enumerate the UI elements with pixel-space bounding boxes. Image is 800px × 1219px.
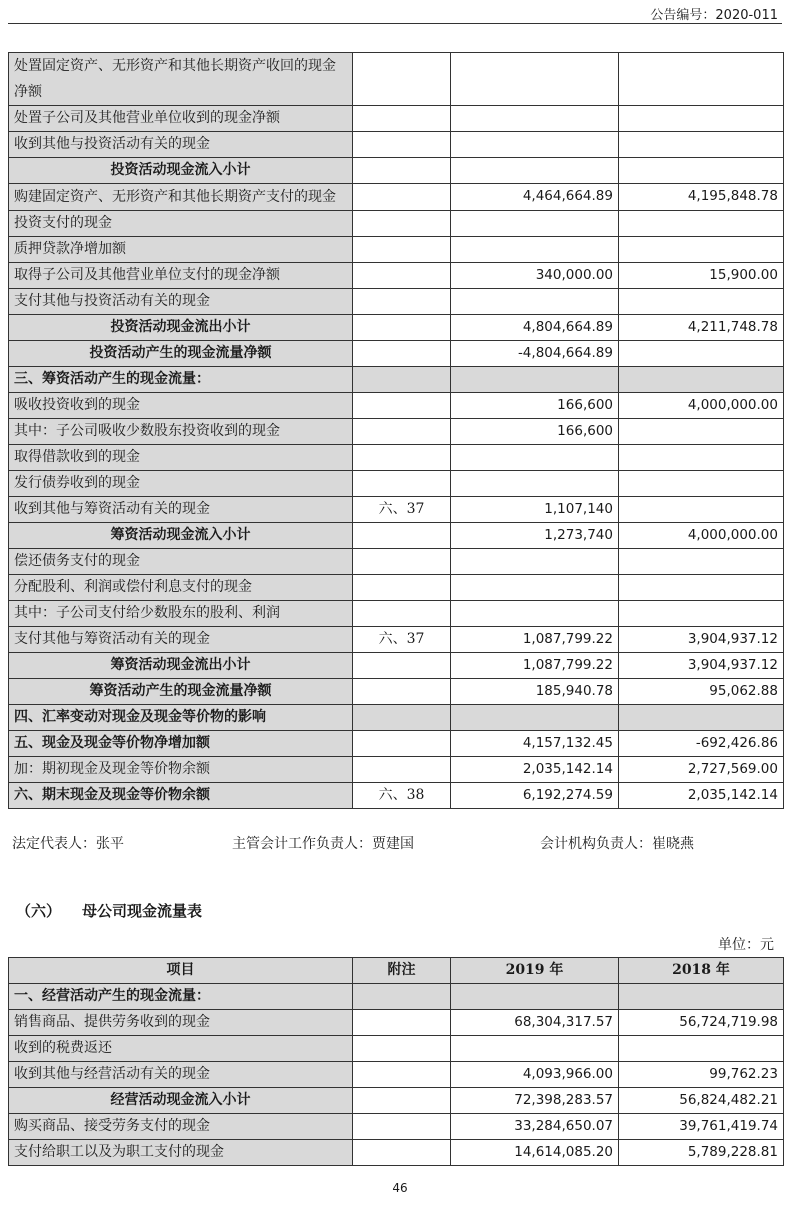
row-item: 支付给职工以及为职工支付的现金 [9, 1140, 353, 1166]
row-value-2019: 185,940.78 [451, 679, 619, 705]
row-value-2019: 1,273,740 [451, 523, 619, 549]
row-value-2018 [619, 549, 784, 575]
row-item: 筹资活动产生的现金流量净额 [9, 679, 353, 705]
table-row [9, 549, 784, 575]
row-value-2019: 1,087,799.22 [451, 627, 619, 653]
row-note [353, 1114, 451, 1140]
row-note [353, 1036, 451, 1062]
row-note [353, 1010, 451, 1036]
row-item: 取得借款收到的现金 [9, 445, 353, 471]
header-2019: 2019 年 [451, 958, 619, 984]
header-2018: 2018 年 [619, 958, 784, 984]
row-note [353, 1088, 451, 1114]
row-value-2019 [451, 132, 619, 158]
table-row [9, 783, 784, 809]
row-value-2018: 5,789,228.81 [619, 1140, 784, 1166]
row-value-2018 [619, 1036, 784, 1062]
table-row [9, 289, 784, 315]
table-row [9, 731, 784, 757]
row-value-2018: 3,904,937.12 [619, 627, 784, 653]
row-item: 收到其他与经营活动有关的现金 [9, 1062, 353, 1088]
table-row [9, 393, 784, 419]
row-value-2018 [619, 158, 784, 184]
row-note [353, 341, 451, 367]
row-value-2018: 2,035,142.14 [619, 783, 784, 809]
row-value-2018: 4,000,000.00 [619, 393, 784, 419]
row-item: 四、汇率变动对现金及现金等价物的影响 [9, 705, 353, 731]
row-value-2018 [619, 237, 784, 263]
row-item: 购建固定资产、无形资产和其他长期资产支付的现金 [9, 184, 353, 211]
row-note [353, 653, 451, 679]
row-item: 支付其他与投资活动有关的现金 [9, 289, 353, 315]
row-value-2019 [451, 53, 619, 106]
row-value-2019 [451, 237, 619, 263]
table-row [9, 1010, 784, 1036]
table-row [9, 1062, 784, 1088]
row-note [353, 53, 451, 106]
table-row [9, 627, 784, 653]
table-header-row [9, 958, 784, 984]
row-value-2018 [619, 471, 784, 497]
row-item: 经营活动现金流入小计 [9, 1088, 353, 1114]
row-value-2019: 68,304,317.57 [451, 1010, 619, 1036]
row-value-2019 [451, 289, 619, 315]
row-item: 收到其他与投资活动有关的现金 [9, 132, 353, 158]
header-item: 项目 [9, 958, 353, 984]
row-note [353, 211, 451, 237]
row-note [353, 757, 451, 783]
table-row [9, 106, 784, 132]
row-value-2018 [619, 419, 784, 445]
row-item: 筹资活动现金流出小计 [9, 653, 353, 679]
row-note [353, 367, 451, 393]
table-row [9, 601, 784, 627]
row-note [353, 984, 451, 1010]
row-value-2019: -4,804,664.89 [451, 341, 619, 367]
row-item: 一、经营活动产生的现金流量： [9, 984, 353, 1010]
row-note [353, 1140, 451, 1166]
table-row [9, 445, 784, 471]
table-row [9, 757, 784, 783]
table-row [9, 1088, 784, 1114]
row-value-2019 [451, 106, 619, 132]
table-row [9, 575, 784, 601]
row-value-2019: 4,157,132.45 [451, 731, 619, 757]
parent-cash-flow-table [8, 957, 784, 1166]
row-value-2019: 4,464,664.89 [451, 184, 619, 211]
table-row [9, 211, 784, 237]
row-value-2018: 39,761,419.74 [619, 1114, 784, 1140]
row-note [353, 263, 451, 289]
row-value-2019 [451, 601, 619, 627]
row-value-2018 [619, 341, 784, 367]
row-value-2018: 3,904,937.12 [619, 653, 784, 679]
row-value-2018 [619, 445, 784, 471]
table-row [9, 53, 784, 106]
table-row [9, 653, 784, 679]
row-item: 三、筹资活动产生的现金流量： [9, 367, 353, 393]
header-note: 附注 [353, 958, 451, 984]
table-row [9, 523, 784, 549]
unit-label: 单位：元 [718, 937, 774, 953]
row-value-2019: 340,000.00 [451, 263, 619, 289]
legal-representative: 法定代表人：张平 [12, 836, 124, 852]
row-value-2019: 1,107,140 [451, 497, 619, 523]
table-row [9, 237, 784, 263]
row-value-2018 [619, 497, 784, 523]
accounting-org-head: 会计机构负责人：崔晓燕 [540, 836, 694, 852]
row-value-2019 [451, 471, 619, 497]
row-item: 购买商品、接受劳务支付的现金 [9, 1114, 353, 1140]
accounting-work-head: 主管会计工作负责人：贾建国 [232, 836, 414, 852]
row-value-2019: 4,093,966.00 [451, 1062, 619, 1088]
row-item: 处置固定资产、无形资产和其他长期资产收回的现金净额 [9, 53, 353, 106]
row-note [353, 184, 451, 211]
row-value-2019 [451, 984, 619, 1010]
row-value-2018 [619, 132, 784, 158]
row-item: 六、期末现金及现金等价物余额 [9, 783, 353, 809]
row-value-2018 [619, 211, 784, 237]
row-note [353, 106, 451, 132]
row-item: 偿还债务支付的现金 [9, 549, 353, 575]
row-item: 投资活动产生的现金流量净额 [9, 341, 353, 367]
row-value-2019: 2,035,142.14 [451, 757, 619, 783]
page-header [8, 0, 782, 24]
row-value-2018 [619, 984, 784, 1010]
row-value-2018: 15,900.00 [619, 263, 784, 289]
row-value-2019 [451, 211, 619, 237]
row-item: 销售商品、提供劳务收到的现金 [9, 1010, 353, 1036]
row-item: 收到的税费返还 [9, 1036, 353, 1062]
row-note [353, 601, 451, 627]
row-note [353, 158, 451, 184]
row-item: 其中：子公司支付给少数股东的股利、利润 [9, 601, 353, 627]
row-item: 取得子公司及其他营业单位支付的现金净额 [9, 263, 353, 289]
row-value-2018: 2,727,569.00 [619, 757, 784, 783]
row-note [353, 237, 451, 263]
row-note [353, 315, 451, 341]
row-value-2018: 99,762.23 [619, 1062, 784, 1088]
row-item: 支付其他与筹资活动有关的现金 [9, 627, 353, 653]
row-note: 六、38 [353, 783, 451, 809]
row-value-2018 [619, 601, 784, 627]
row-item: 吸收投资收到的现金 [9, 393, 353, 419]
row-value-2019 [451, 367, 619, 393]
table-row [9, 158, 784, 184]
row-note [353, 705, 451, 731]
row-value-2019 [451, 705, 619, 731]
row-value-2019 [451, 549, 619, 575]
table-row [9, 184, 784, 211]
row-note [353, 419, 451, 445]
row-note [353, 445, 451, 471]
row-note [353, 731, 451, 757]
row-value-2018: 56,724,719.98 [619, 1010, 784, 1036]
row-item: 处置子公司及其他营业单位收到的现金净额 [9, 106, 353, 132]
table-row [9, 1036, 784, 1062]
row-value-2018 [619, 367, 784, 393]
row-value-2019 [451, 158, 619, 184]
row-note [353, 1062, 451, 1088]
row-item: 其中：子公司吸收少数股东投资收到的现金 [9, 419, 353, 445]
table-row [9, 705, 784, 731]
row-value-2019 [451, 445, 619, 471]
row-value-2018 [619, 106, 784, 132]
table-row [9, 1140, 784, 1166]
table-row [9, 263, 784, 289]
row-value-2019 [451, 1036, 619, 1062]
row-item: 加：期初现金及现金等价物余额 [9, 757, 353, 783]
row-note [353, 471, 451, 497]
table-row [9, 984, 784, 1010]
consolidated-cash-flow-table-continued [8, 52, 784, 809]
row-item: 投资活动现金流出小计 [9, 315, 353, 341]
row-note: 六、37 [353, 497, 451, 523]
row-value-2018 [619, 575, 784, 601]
table-row [9, 419, 784, 445]
row-value-2018: -692,426.86 [619, 731, 784, 757]
row-value-2019: 14,614,085.20 [451, 1140, 619, 1166]
row-note [353, 523, 451, 549]
section-title: 母公司现金流量表 [82, 902, 203, 920]
table-row [9, 315, 784, 341]
row-note [353, 289, 451, 315]
table-row [9, 471, 784, 497]
row-item: 质押贷款净增加额 [9, 237, 353, 263]
row-item: 投资支付的现金 [9, 211, 353, 237]
row-value-2019: 6,192,274.59 [451, 783, 619, 809]
row-note [353, 393, 451, 419]
row-value-2019 [451, 575, 619, 601]
row-note: 六、37 [353, 627, 451, 653]
row-item: 收到其他与筹资活动有关的现金 [9, 497, 353, 523]
row-note [353, 132, 451, 158]
row-value-2018: 56,824,482.21 [619, 1088, 784, 1114]
row-item: 筹资活动现金流入小计 [9, 523, 353, 549]
table-row [9, 341, 784, 367]
row-note [353, 679, 451, 705]
table-row [9, 497, 784, 523]
row-value-2019: 1,087,799.22 [451, 653, 619, 679]
row-value-2018: 4,211,748.78 [619, 315, 784, 341]
row-value-2018: 95,062.88 [619, 679, 784, 705]
row-item: 分配股利、利润或偿付利息支付的现金 [9, 575, 353, 601]
row-value-2019: 166,600 [451, 419, 619, 445]
row-value-2019: 4,804,664.89 [451, 315, 619, 341]
table-row [9, 132, 784, 158]
row-note [353, 549, 451, 575]
table-row [9, 1114, 784, 1140]
row-value-2019: 72,398,283.57 [451, 1088, 619, 1114]
row-value-2018 [619, 53, 784, 106]
row-item: 五、现金及现金等价物净增加额 [9, 731, 353, 757]
announcement-code: 公告编号：2020-011 [650, 8, 778, 23]
row-value-2019: 166,600 [451, 393, 619, 419]
row-value-2018: 4,000,000.00 [619, 523, 784, 549]
row-value-2018 [619, 289, 784, 315]
table-row [9, 679, 784, 705]
row-value-2018 [619, 705, 784, 731]
section-number: （六） [16, 902, 62, 920]
row-value-2018: 4,195,848.78 [619, 184, 784, 211]
row-note [353, 575, 451, 601]
row-item: 投资活动现金流入小计 [9, 158, 353, 184]
page-number: 46 [392, 1181, 408, 1195]
row-value-2019: 33,284,650.07 [451, 1114, 619, 1140]
table-row [9, 367, 784, 393]
row-item: 发行债券收到的现金 [9, 471, 353, 497]
